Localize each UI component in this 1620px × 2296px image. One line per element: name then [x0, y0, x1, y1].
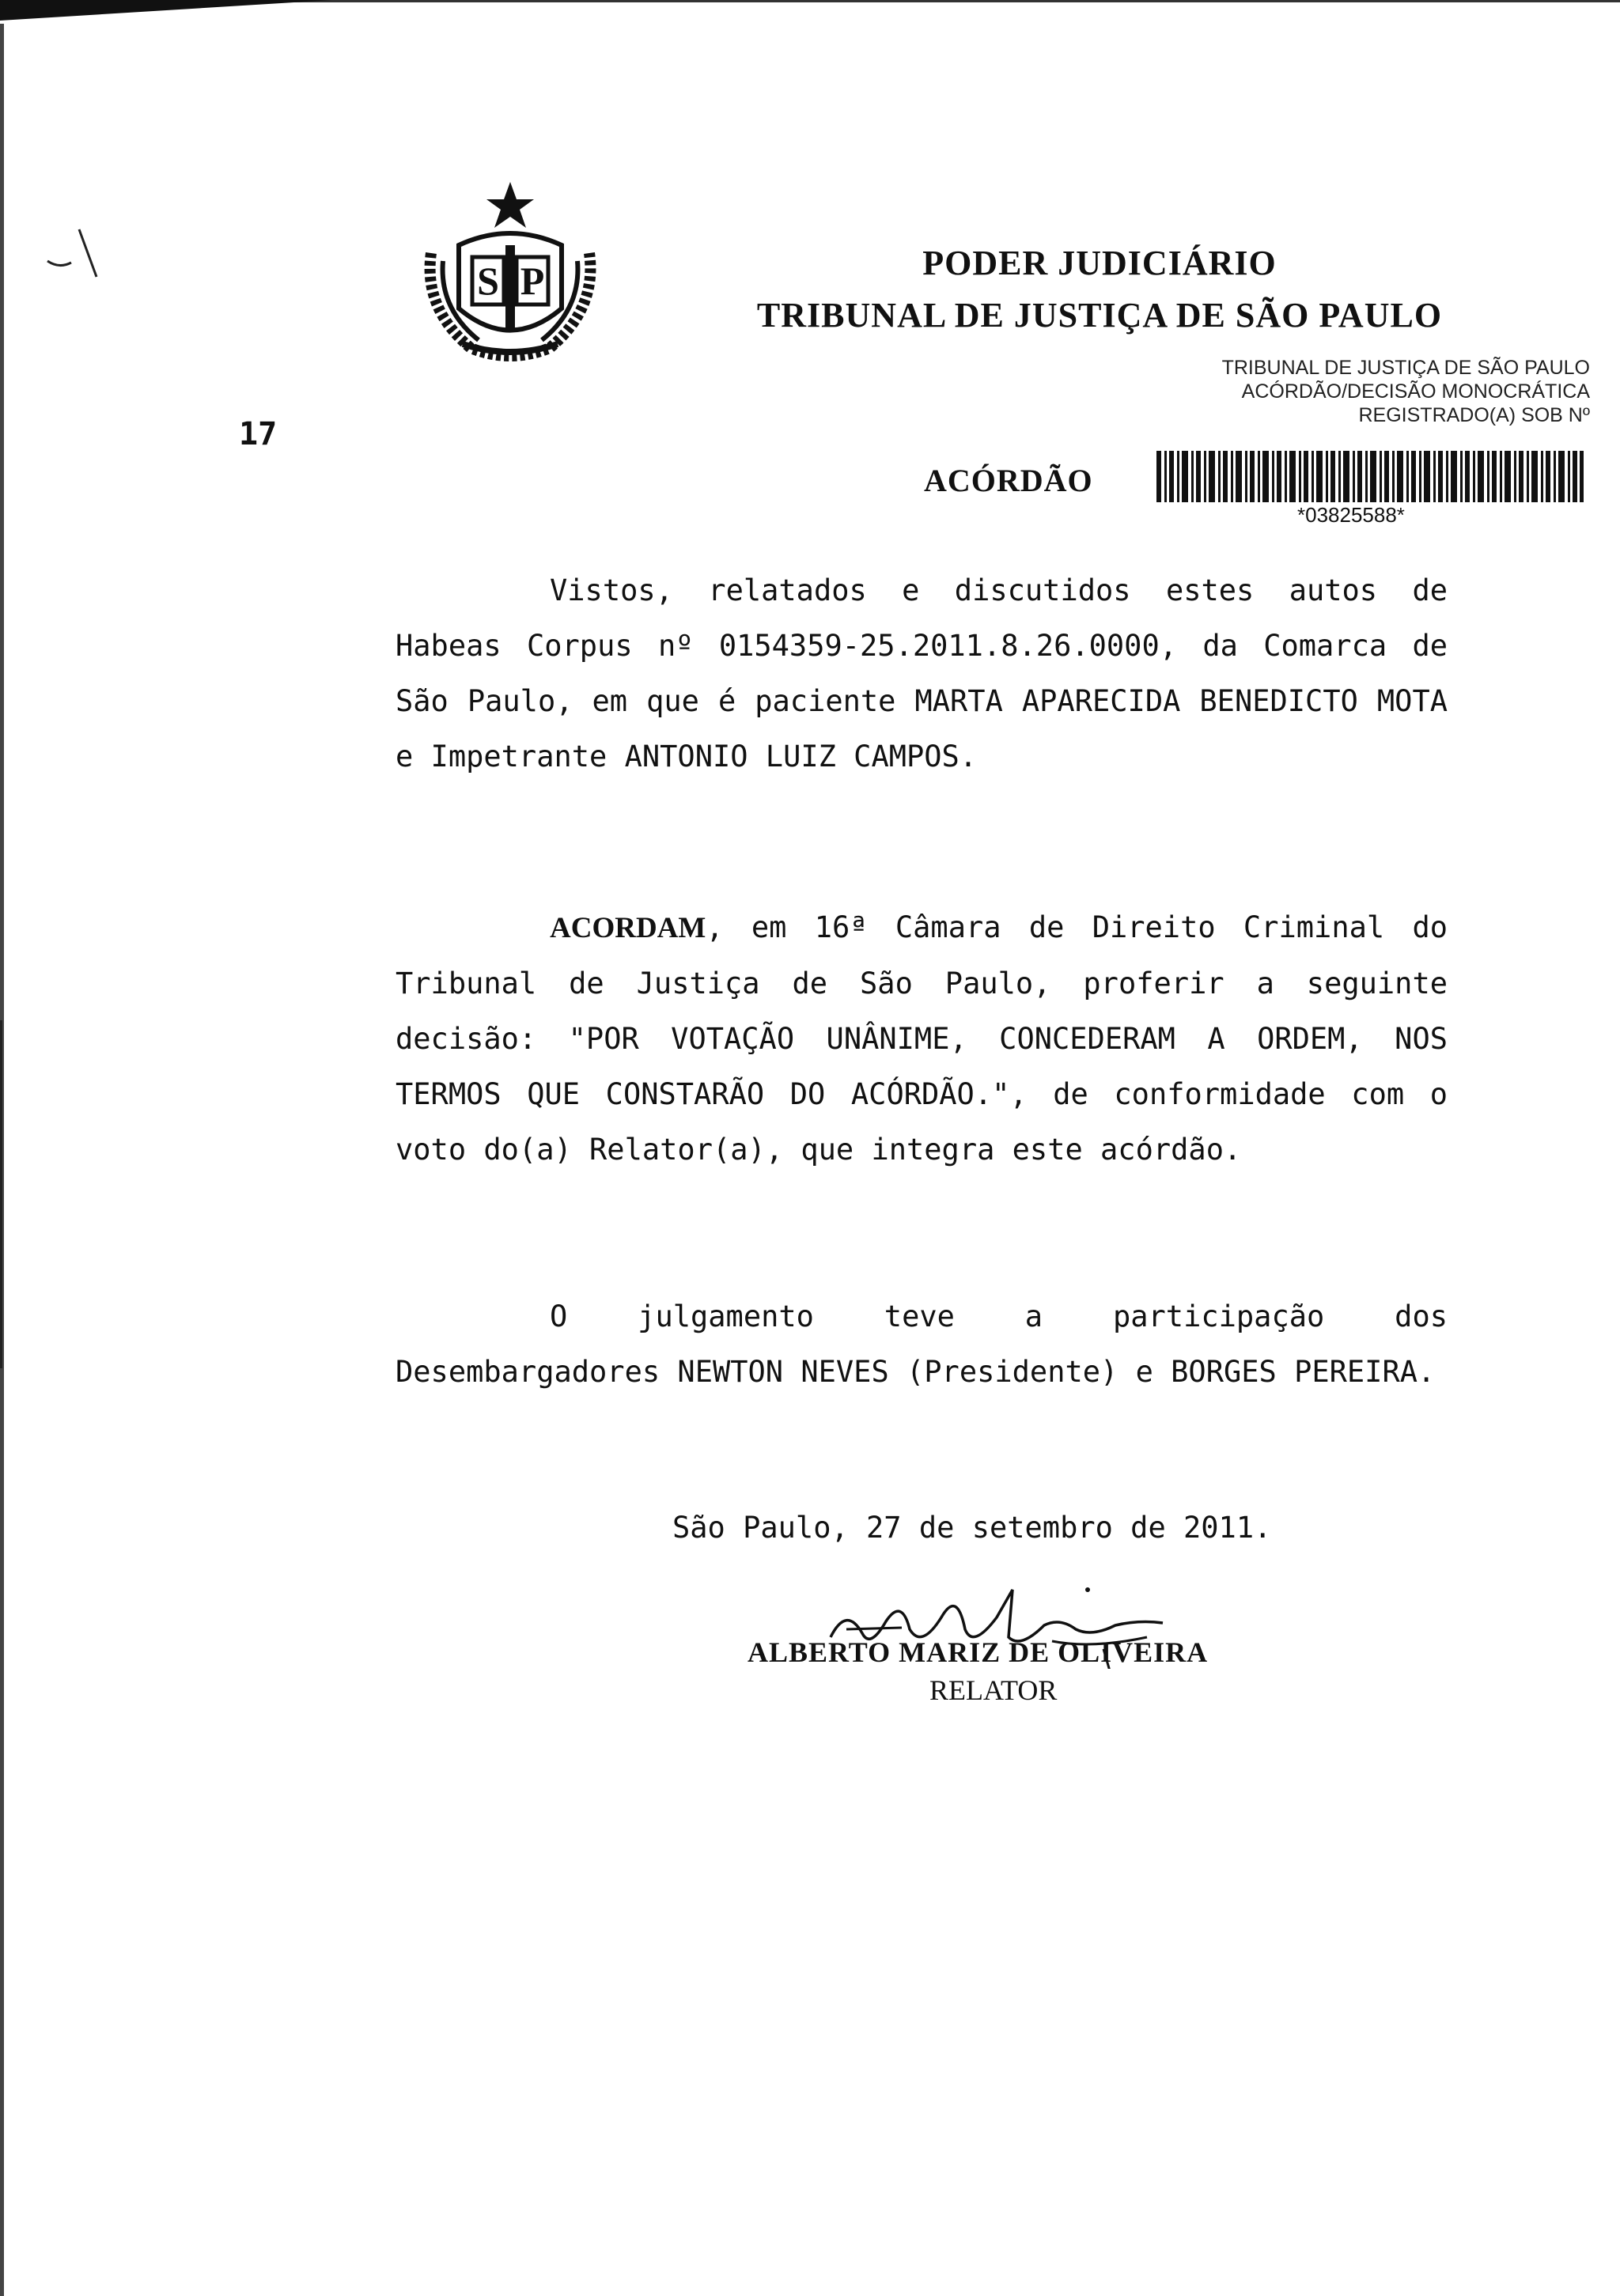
page-number: 17 [239, 416, 278, 452]
document-type-title: ACÓRDÃO [924, 463, 1093, 498]
svg-text:S: S [477, 259, 499, 303]
registration-barcode [1156, 451, 1584, 502]
court-header [649, 237, 1550, 342]
registration-stamp [1139, 356, 1590, 427]
paragraph-participants: O julgamento teve a participação dos Desembargadores NEWTON NEVES (Presidente) e BORGES PEREIRA. [396, 1299, 1448, 1389]
header-line-court: TRIBUNAL DE JUSTIÇA DE SÃO PAULO [756, 296, 1443, 335]
svg-text:P: P [520, 259, 545, 303]
sao-paulo-coat-of-arms-emblem [415, 182, 605, 364]
signatory-name: ALBERTO MARIZ DE OLIVEIRA [748, 1636, 1209, 1668]
registration-line-2: ACÓRDÃO/DECISÃO MONOCRÁTICA [1241, 380, 1590, 403]
registration-line-1: TRIBUNAL DE JUSTIÇA DE SÃO PAULO [1221, 357, 1590, 379]
registration-line-3: REGISTRADO(A) SOB Nº [1358, 404, 1590, 426]
scan-corner-mark [0, 0, 332, 21]
scan-left-border-dark [0, 1020, 2, 1368]
header-line-judiciary: PODER JUDICIÁRIO [922, 244, 1277, 282]
barcode-number: *03825588* [1297, 503, 1405, 527]
paragraph-decision [396, 900, 1448, 1178]
paragraph-case-summary: Vistos, relatados e discutidos estes autos de Habeas Corpus nº 0154359-25.2011.8.26.0000, da Comarca de São Paulo, em que é paciente MARTA APARECIDA BENEDICTO MOTA e Impetrante ANTONIO LUIZ CAMPOS. [396, 573, 1448, 774]
signatory-role: RELATOR [929, 1674, 1058, 1706]
decision-text: , em 16ª Câmara de Direito Criminal do Tribunal de Justiça de São Paulo, proferir a seguinte decisão: "POR VOTAÇÃO UNÂNIME, CONCEDERAM A ORDEM, NOS TERMOS QUE CONSTARÃO DO ACÓRDÃO.", de conformidade com o voto do(a) Relator(a), que integra este acórdão. [396, 910, 1448, 1167]
date-line: São Paulo, 27 de setembro de 2011. [672, 1511, 1272, 1545]
acordam-keyword: ACORDAM [550, 912, 706, 944]
handwritten-mark [40, 221, 111, 285]
